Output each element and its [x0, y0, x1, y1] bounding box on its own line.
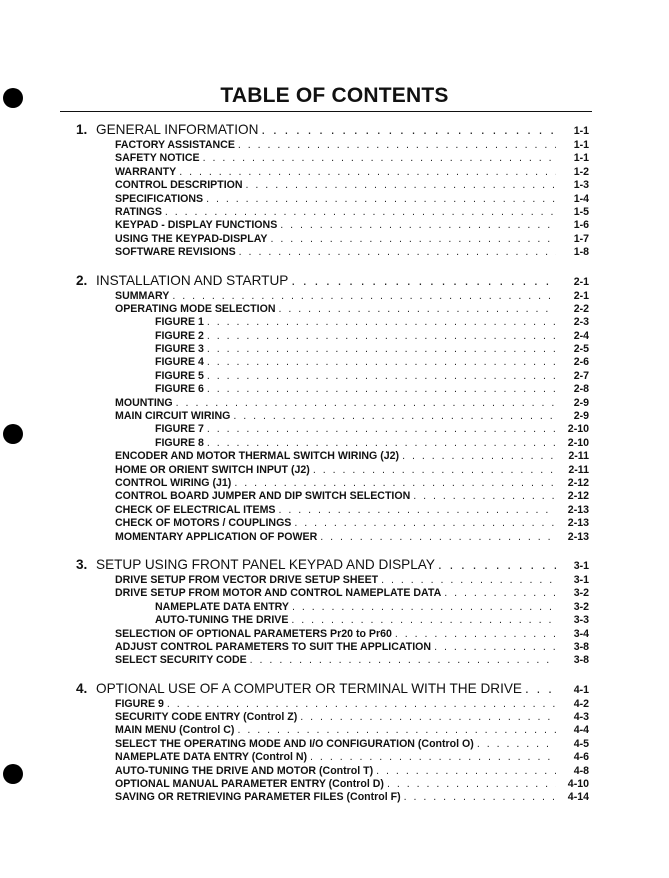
- leader-dots: [207, 383, 556, 396]
- toc-entry-label: FIGURE 3: [155, 343, 204, 356]
- toc-entry-label: SELECTION OF OPTIONAL PARAMETERS Pr20 to Pr60: [115, 627, 392, 640]
- toc-entry-page: 4-8: [573, 764, 589, 777]
- section-heading: [76, 272, 589, 290]
- leader-dots: [207, 370, 556, 383]
- leader-dots: [381, 574, 556, 587]
- toc-entry-page: 4-6: [573, 751, 589, 764]
- toc-entry: [76, 397, 589, 410]
- title-rule: [60, 111, 592, 112]
- toc-entry-page: 3-2: [573, 587, 589, 600]
- section-title: GENERAL INFORMATION: [96, 122, 259, 137]
- toc-entry: [76, 698, 589, 711]
- toc-entry: [76, 152, 589, 165]
- toc-entry-label: SELECT SECURITY CODE: [115, 654, 247, 667]
- toc-entry: [76, 193, 589, 206]
- toc-entry: [76, 383, 589, 396]
- toc-entry: [76, 330, 589, 343]
- leader-dots: [434, 641, 556, 654]
- toc-entry-page: 2-7: [573, 369, 589, 382]
- toc-entry-label: CHECK OF ELECTRICAL ITEMS: [115, 503, 276, 516]
- toc-entry: [76, 166, 589, 179]
- toc-entry-page: 2-9: [573, 410, 589, 423]
- section-gap: [76, 668, 589, 680]
- leader-dots: [207, 356, 556, 369]
- toc-entry-label: HOME OR ORIENT SWITCH INPUT (J2): [115, 463, 310, 476]
- toc-entry-page: 2-11: [568, 463, 589, 476]
- toc-entry: [76, 614, 589, 627]
- toc-entry-page: 4-3: [573, 711, 589, 724]
- toc-entry-label: FIGURE 4: [155, 356, 204, 369]
- toc-entry-label: SECURITY CODE ENTRY (Control Z): [115, 711, 298, 724]
- toc-entry-label: CONTROL DESCRIPTION: [115, 179, 243, 192]
- toc-entry-page: 2-12: [567, 490, 589, 503]
- toc-entry: [76, 206, 589, 219]
- section-heading: [76, 556, 589, 574]
- toc-entry: [76, 233, 589, 246]
- toc-entry-label: DRIVE SETUP FROM VECTOR DRIVE SETUP SHEET: [115, 573, 379, 586]
- binder-hole-bottom: [3, 764, 23, 784]
- section-heading: [76, 680, 589, 698]
- section-number: 4.: [76, 680, 88, 696]
- toc-entry-label: SELECT THE OPERATING MODE AND I/O CONFIGURATION (Control O): [115, 737, 474, 750]
- toc-entry: [76, 641, 589, 654]
- leader-dots: [444, 587, 556, 600]
- leader-dots: [291, 272, 556, 290]
- toc-entry-label: ENCODER AND MOTOR THERMAL SWITCH WIRING (J2): [115, 450, 400, 463]
- leader-dots: [261, 121, 556, 139]
- toc-entry-page: 4-10: [567, 778, 589, 791]
- toc-entry-label: FIGURE 9: [115, 697, 164, 710]
- toc-entry-page: 2-13: [567, 503, 589, 516]
- toc-entry-page: 2-11: [568, 450, 589, 463]
- toc-entry: [76, 504, 589, 517]
- section-number: 1.: [76, 122, 88, 137]
- toc-entry-page: 4-2: [573, 697, 589, 710]
- toc-entry-page: 1-5: [573, 205, 589, 218]
- page-title: TABLE OF CONTENTS: [220, 84, 449, 107]
- toc-entry-label: FIGURE 1: [155, 316, 204, 329]
- toc-entry-page: 3-8: [573, 654, 589, 667]
- leader-dots: [278, 504, 556, 517]
- leader-dots: [525, 680, 556, 698]
- leader-dots: [291, 614, 556, 627]
- toc-entry-label: RATINGS: [115, 205, 162, 218]
- toc-entry: [76, 751, 589, 764]
- toc-entry-page: 2-4: [573, 329, 589, 342]
- toc-entry-label: SAVING OR RETRIEVING PARAMETER FILES (Control F): [115, 791, 401, 804]
- toc-entry-page: 2-9: [573, 396, 589, 409]
- toc-entry-page: 2-2: [573, 302, 589, 315]
- leader-dots: [207, 437, 556, 450]
- leader-dots: [278, 303, 556, 316]
- section-page: 1-1: [573, 125, 589, 137]
- leader-dots: [239, 246, 556, 259]
- leader-dots: [376, 765, 556, 778]
- toc-entry-page: 4-14: [567, 791, 589, 804]
- toc-entry-label: FIGURE 8: [155, 436, 204, 449]
- section-heading-label: [76, 556, 435, 574]
- toc-entry-page: 3-3: [573, 614, 589, 627]
- toc-entry: [76, 724, 589, 737]
- toc-entry: [76, 778, 589, 791]
- leader-dots: [292, 601, 556, 614]
- section-heading-label: [76, 680, 522, 698]
- toc-entry-label: KEYPAD - DISPLAY FUNCTIONS: [115, 219, 278, 232]
- leader-dots: [300, 711, 556, 724]
- toc-entry: [76, 219, 589, 232]
- toc-entry-label: WARRANTY: [115, 165, 177, 178]
- toc-entry-page: 2-8: [573, 383, 589, 396]
- toc-entry: [76, 628, 589, 641]
- toc-entry-page: 2-3: [573, 316, 589, 329]
- section-heading: [76, 121, 589, 139]
- section-gap: [76, 544, 589, 556]
- section-number: 2.: [76, 272, 88, 288]
- toc-entry-label: OPTIONAL MANUAL PARAMETER ENTRY (Control D): [115, 778, 384, 791]
- leader-dots: [310, 751, 556, 764]
- toc-entry-page: 2-10: [567, 436, 589, 449]
- leader-dots: [206, 193, 556, 206]
- binder-hole-middle: [3, 424, 23, 444]
- toc-entry-label: MOUNTING: [115, 396, 173, 409]
- leader-dots: [395, 628, 556, 641]
- toc-entry-label: NAMEPLATE DATA ENTRY (Control N): [115, 751, 308, 764]
- leader-dots: [207, 423, 556, 436]
- leader-dots: [207, 316, 556, 329]
- section-page: 3-1: [573, 559, 589, 572]
- toc-entry-page: 2-12: [567, 476, 589, 489]
- toc-entry-page: 1-4: [573, 192, 589, 205]
- toc-entry-page: 3-2: [573, 600, 589, 613]
- toc-entry: [76, 316, 589, 329]
- toc-entry: [76, 791, 589, 804]
- toc-entry-label: FIGURE 5: [155, 369, 204, 382]
- toc-entry-label: AUTO-TUNING THE DRIVE AND MOTOR (Control T): [115, 764, 374, 777]
- toc-entry-page: 2-1: [573, 289, 589, 302]
- leader-dots: [172, 290, 556, 303]
- toc-entry: [76, 437, 589, 450]
- toc-entry: [76, 464, 589, 477]
- toc-entry: [76, 246, 589, 259]
- toc-entry-page: 2-13: [567, 517, 589, 530]
- toc-entry-label: ADJUST CONTROL PARAMETERS TO SUIT THE APPLICATION: [115, 640, 432, 653]
- toc-entry: [76, 654, 589, 667]
- toc-entry-label: USING THE KEYPAD-DISPLAY: [115, 232, 268, 245]
- toc-entry-page: 2-10: [567, 423, 589, 436]
- section-title: OPTIONAL USE OF A COMPUTER OR TERMINAL WITH THE DRIVE: [96, 680, 522, 696]
- toc-entry-page: 2-5: [573, 343, 589, 356]
- toc-entry-page: 1-7: [573, 232, 589, 245]
- toc-entry-label: FIGURE 2: [155, 329, 204, 342]
- toc-entry-label: SUMMARY: [115, 289, 170, 302]
- toc-entry-page: 1-8: [573, 246, 589, 259]
- toc-entry-page: 1-3: [573, 179, 589, 192]
- toc-entry-label: MOMENTARY APPLICATION OF POWER: [115, 530, 318, 543]
- toc-entry-label: CHECK OF MOTORS / COUPLINGS: [115, 517, 292, 530]
- toc-entry: [76, 356, 589, 369]
- toc-entry-label: NAMEPLATE DATA ENTRY: [155, 600, 289, 613]
- toc-entry-label: SPECIFICATIONS: [115, 192, 204, 205]
- toc-entry-label: FIGURE 7: [155, 423, 204, 436]
- leader-dots: [280, 219, 556, 232]
- leader-dots: [234, 477, 556, 490]
- leader-dots: [237, 724, 556, 737]
- toc-entry-page: 1-6: [573, 219, 589, 232]
- toc-entry: [76, 711, 589, 724]
- toc-entry-label: OPERATING MODE SELECTION: [115, 302, 276, 315]
- toc-entry-label: DRIVE SETUP FROM MOTOR AND CONTROL NAMEPLATE DATA: [115, 587, 442, 600]
- section-heading-label: [76, 121, 258, 139]
- toc-entry-page: 4-4: [573, 724, 589, 737]
- leader-dots: [176, 397, 556, 410]
- leader-dots: [313, 464, 556, 477]
- toc-entry: [76, 490, 589, 503]
- toc-entry-page: 4-5: [573, 737, 589, 750]
- toc-entry: [76, 517, 589, 530]
- leader-dots: [207, 330, 556, 343]
- leader-dots: [179, 166, 556, 179]
- leader-dots: [404, 791, 556, 804]
- leader-dots: [167, 698, 556, 711]
- toc-entry: [76, 587, 589, 600]
- toc-entry: [76, 179, 589, 192]
- toc-entry: [76, 450, 589, 463]
- toc-entry: [76, 370, 589, 383]
- toc-entry-label: FACTORY ASSISTANCE: [115, 139, 235, 151]
- leader-dots: [238, 139, 556, 152]
- leader-dots: [413, 490, 556, 503]
- toc-entry-page: 3-1: [573, 573, 589, 586]
- toc-entry-label: FIGURE 6: [155, 383, 204, 396]
- toc-entry: [76, 531, 589, 544]
- leader-dots: [233, 410, 556, 423]
- section-title: INSTALLATION AND STARTUP: [96, 272, 289, 288]
- leader-dots: [387, 778, 556, 791]
- leader-dots: [250, 654, 556, 667]
- leader-dots: [207, 343, 556, 356]
- leader-dots: [477, 738, 556, 751]
- toc-entry-label: AUTO-TUNING THE DRIVE: [155, 614, 289, 627]
- toc-entry: [76, 738, 589, 751]
- toc-entry: [76, 303, 589, 316]
- toc-entry-label: MAIN MENU (Control C): [115, 724, 235, 737]
- toc-entry-page: 1-1: [573, 139, 589, 151]
- leader-dots: [320, 531, 556, 544]
- section-page: 4-1: [573, 683, 589, 696]
- toc-entry-page: 2-13: [567, 530, 589, 543]
- toc-entry: [76, 601, 589, 614]
- toc-entry: [76, 290, 589, 303]
- toc-entry-page: 3-4: [573, 627, 589, 640]
- toc-entry-page: 1-2: [573, 165, 589, 178]
- section-gap: [76, 260, 589, 272]
- table-of-contents: [76, 121, 589, 805]
- toc-entry: [76, 574, 589, 587]
- leader-dots: [203, 152, 556, 165]
- leader-dots: [402, 450, 556, 463]
- toc-entry: [76, 343, 589, 356]
- leader-dots: [438, 556, 556, 574]
- toc-entry-label: CONTROL BOARD JUMPER AND DIP SWITCH SELECTION: [115, 490, 411, 503]
- toc-entry-label: SOFTWARE REVISIONS: [115, 246, 236, 259]
- toc-entry: [76, 423, 589, 436]
- toc-entry-page: 1-1: [573, 152, 589, 165]
- section-heading-label: [76, 272, 288, 290]
- leader-dots: [165, 206, 556, 219]
- section-number: 3.: [76, 556, 88, 572]
- toc-entry-label: SAFETY NOTICE: [115, 152, 200, 165]
- toc-entry-page: 2-6: [573, 356, 589, 369]
- leader-dots: [246, 179, 556, 192]
- toc-entry: [76, 410, 589, 423]
- leader-dots: [270, 233, 556, 246]
- toc-entry: [76, 139, 589, 152]
- section-title: SETUP USING FRONT PANEL KEYPAD AND DISPLAY: [96, 556, 435, 572]
- toc-entry: [76, 765, 589, 778]
- toc-entry-label: MAIN CIRCUIT WIRING: [115, 410, 231, 423]
- toc-entry: [76, 477, 589, 490]
- leader-dots: [294, 517, 556, 530]
- toc-entry-page: 3-8: [573, 640, 589, 653]
- toc-entry-label: CONTROL WIRING (J1): [115, 476, 232, 489]
- section-page: 2-1: [573, 275, 589, 288]
